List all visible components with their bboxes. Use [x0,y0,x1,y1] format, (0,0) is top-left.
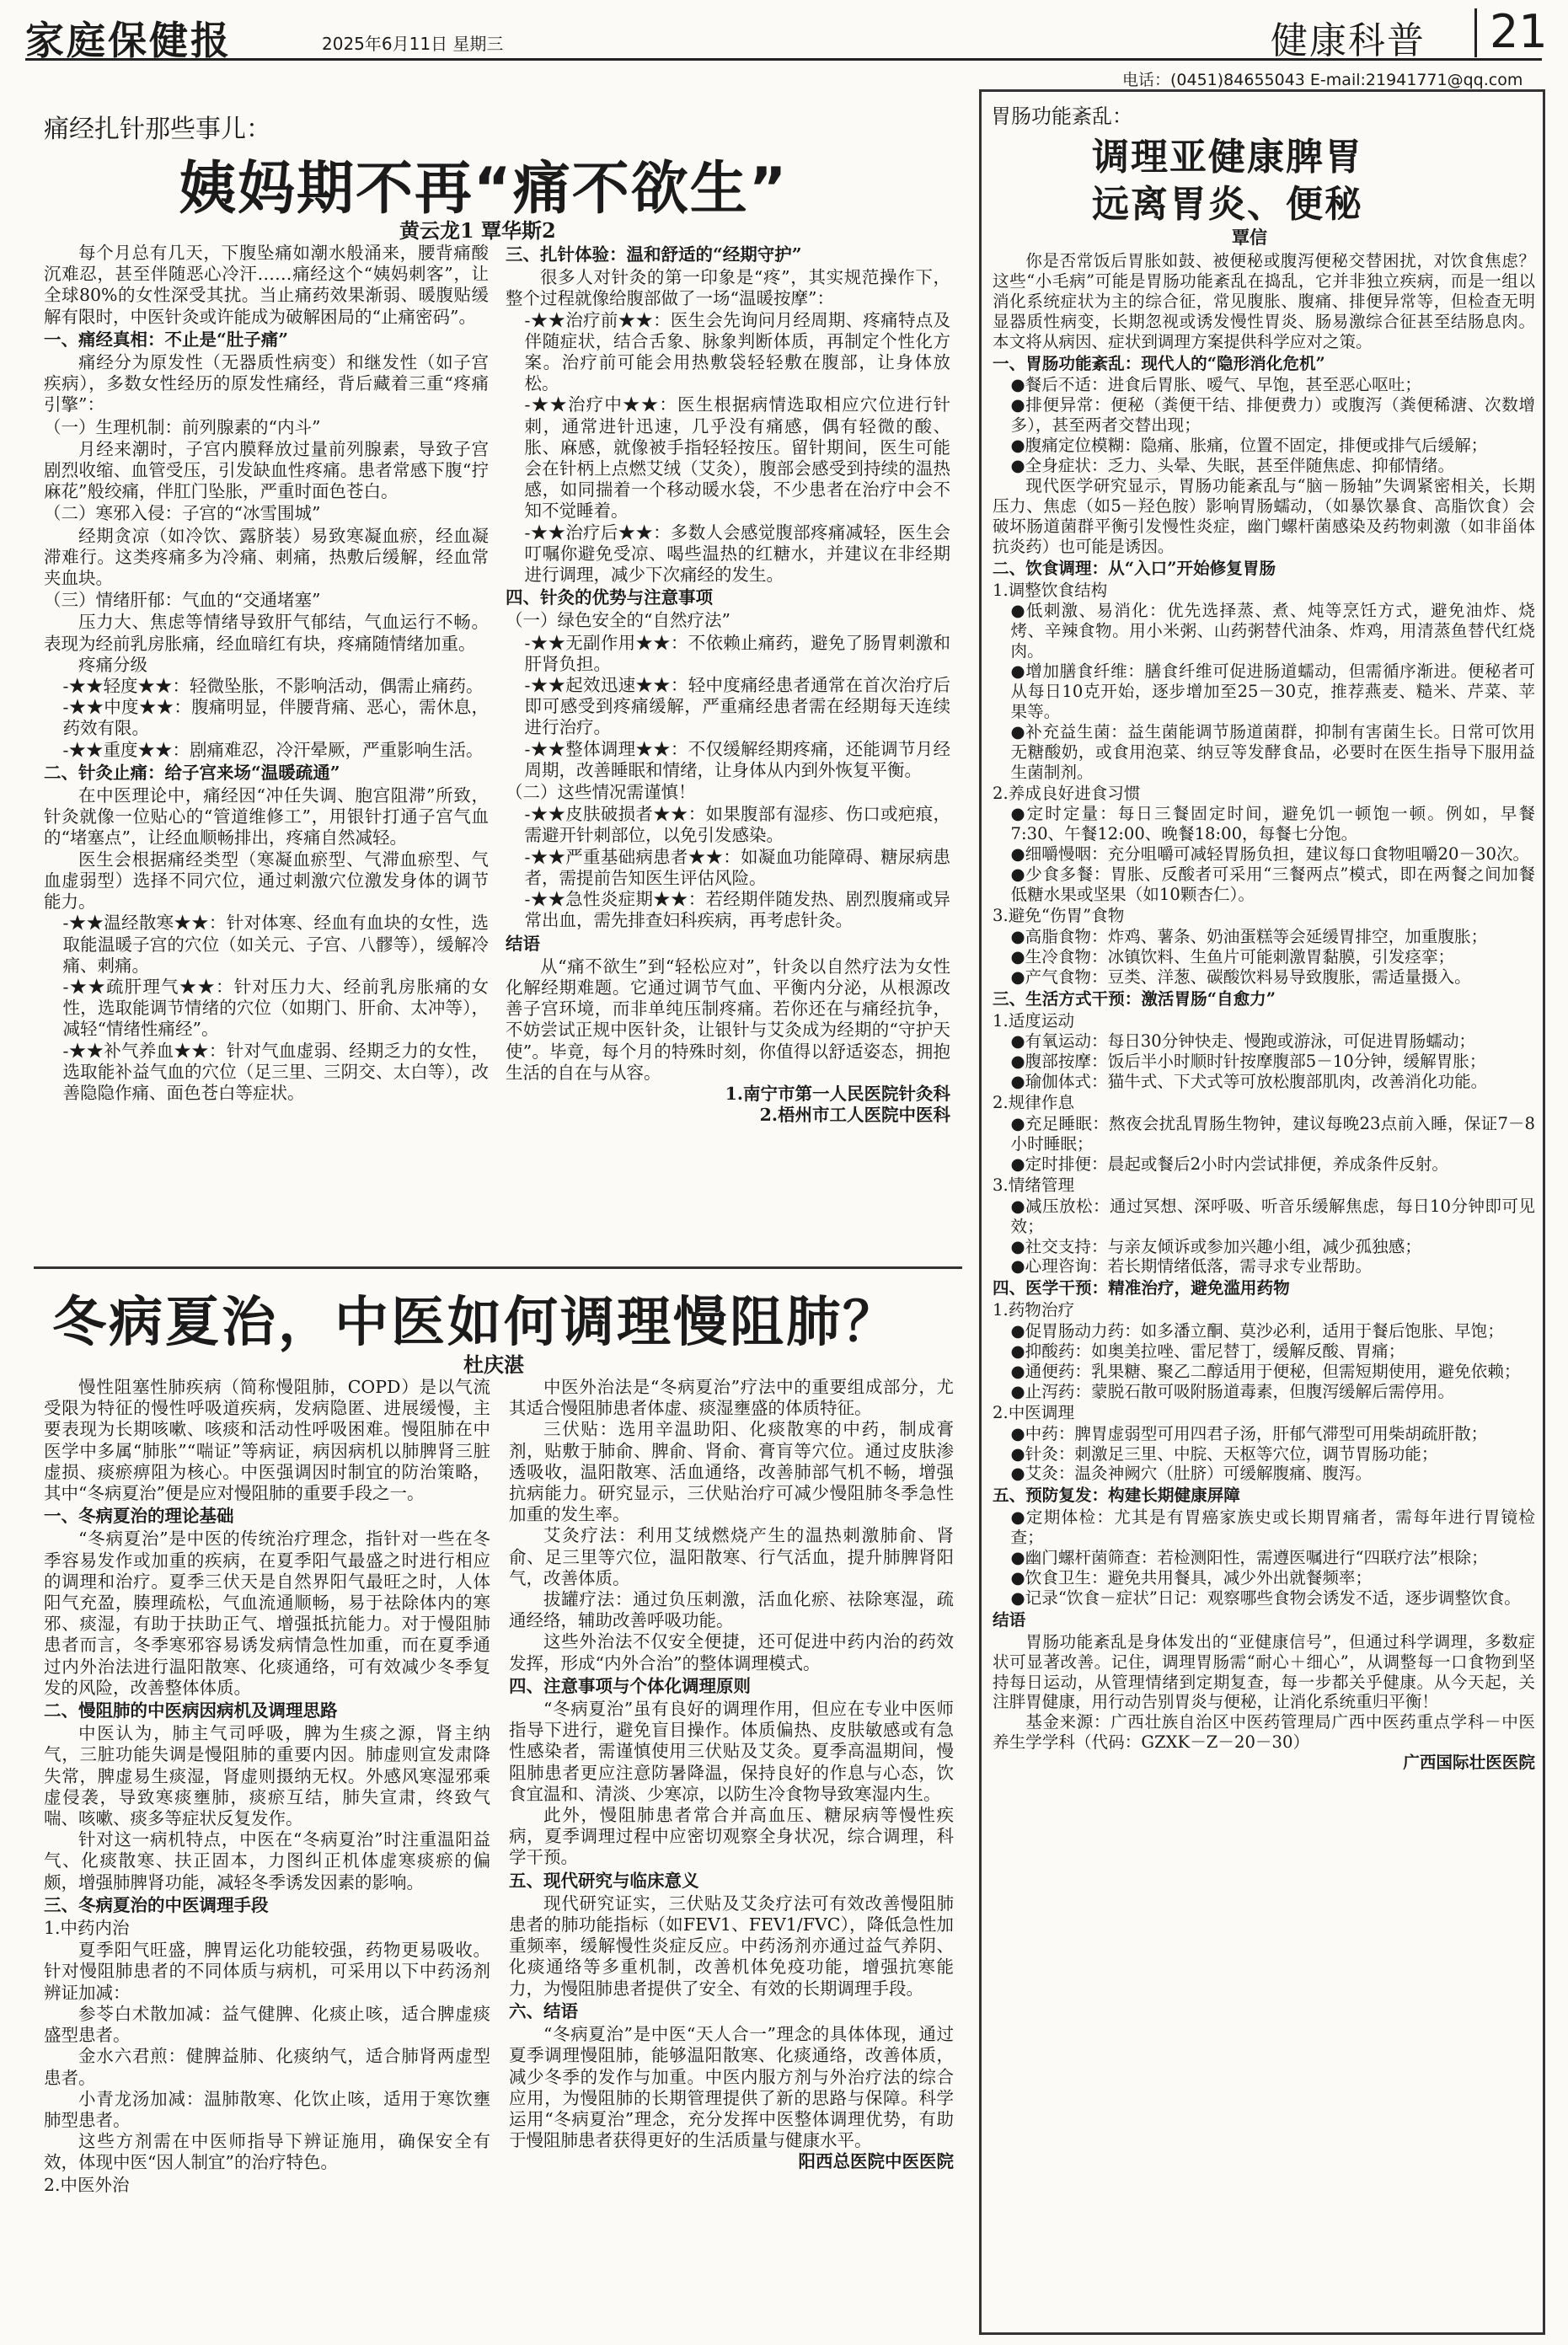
paragraph: 你是否常饭后胃胀如鼓、被便秘或腹泻便秘交替困扰，对饮食焦虑？这些“小毛病”可能是胃肠功能紊乱在捣乱，它并非独立疾病，而是一组以消化系统症状为主的综合征，常见腹胀、腹痛、排便异常等，但检查无明显器质性病变，长期忽视或诱发慢性胃炎、肠易激综合征甚至结肠息肉。本文将从病因、症状到调理方案提供科学应对之策。 [993,251,1535,351]
paragraph: 从“痛不欲生”到“轻松应对”，针灸以自然疗法为女性化解经期难题。它通过调节气血、平衡内分泌，从根源改善子宫环境，而非单纯压制疼痛。若你还在与痛经抗争，不妨尝试正规中医针灸，让银针与艾灸成为经期的“守护天使”。毕竟，每个月的特殊时刻，你值得以舒适姿态，拥抱生活的自在与从容。 [506,956,950,1083]
art2-byline: 杜庆湛 [463,1352,524,1377]
art2-title: 冬病夏治，中医如何调理慢阻肺？ [52,1292,899,1354]
section-heading: 五、现代研究与临床意义 [509,1870,699,1891]
art1-column-2 [506,243,950,1264]
list-item: ●定时定量：每日三餐固定时间，避免饥一顿饱一顿。例如，早餐7:30、午餐12:00、晚餐18:00，每餐七分饱。 [1010,804,1535,844]
list-item: ●腹部按摩：饭后半小时顺时针按摩腹部5－10分钟，缓解胃胀； [1010,1052,1486,1072]
article-divider [34,1266,962,1269]
art3-title-line2: 远离胃炎、便秘 [1092,183,1363,226]
author-affiliation: 2.梧州市工人医院中医科 [759,1105,950,1126]
paragraph: 月经来潮时，子宫内膜释放过量前列腺素，导致子宫剧烈收缩、血管受压，引发缺血性疼痛。患者常感下腹“拧麻花”般绞痛，伴肛门坠胀，严重时面色苍白。 [44,438,489,502]
art3-byline: 覃信 [1232,227,1267,248]
section-heading: 二、慢阻肺的中医病因病机及调理思路 [44,1700,338,1721]
list-item: ●记录“饮食－症状”日记：观察哪些食物会诱发不适，逐步调整饮食。 [1010,1587,1521,1608]
list-item: ●通便药：乳果糖、聚乙二醇适用于便秘，但需短期使用，避免依赖； [1010,1361,1521,1381]
list-item: ●有氧运动：每日30分钟快走、慢跑或游泳，可促进胃肠蠕动； [1010,1031,1476,1052]
section-heading: 三、生活方式干预：激活胃肠“自愈力” [993,988,1276,1009]
sub-heading: 3.避免“伤胃”食物 [993,906,1125,925]
art1-kicker: 痛经扎针那些事儿： [44,115,271,144]
author-affiliation: 阳西总医院中医医院 [798,2151,954,2172]
paragraph: 三伏贴：选用辛温助阳、化痰散寒的中药，制成膏剂，贴敷于肺俞、脾俞、肾俞、膏肓等穴位。通过皮肤渗透吸收，温阳散寒、活血通络，改善肺部气机不畅，增强抗病能力。研究显示，三伏贴治疗可减少慢阻肺冬季急性加重的发生率。 [509,1419,954,1525]
sub-heading: 2.中医调理 [993,1402,1075,1422]
section-heading: 一、痛经真相：不止是“肚子痛” [44,329,289,350]
sub-heading: （三）情绪肝郁：气血的“交通堵塞” [44,590,321,611]
author-affiliation: 1.南宁市第一人民医院针灸科 [725,1083,950,1104]
list-item: ●瑜伽体式：猫牛式、下犬式等可放松腹部肌肉，改善消化功能。 [1010,1072,1488,1092]
list-item: ●促胃肠动力药：如多潘立酮、莫沙必利，适用于餐后饱胀、早饱； [1010,1321,1504,1341]
list-item: -★★重度★★：剧痛难忍，冷汗晕厥，严重影响生活。 [62,739,484,760]
list-item: ●心理咨询：若长期情绪低落，需寻求专业帮助。 [1010,1256,1373,1277]
list-item: ●细嚼慢咽：充分咀嚼可减轻胃肠负担，建议每口食物咀嚼20－30次。 [1010,844,1530,865]
paragraph: “冬病夏治”虽有良好的调理作用，但应在专业中医师指导下进行，避免盲目操作。体质偏热、皮肤敏感或有急性感染者，需谨慎使用三伏贴及艾灸。夏季高温期间，慢阻肺患者更应注意防暑降温，保持良好的作息与心态，饮食宜温和、清淡、少寒凉，以防生冷食物导致寒湿内生。 [509,1699,954,1804]
section-heading: 三、冬病夏治的中医调理手段 [44,1894,269,1915]
paragraph: “冬病夏治”是中医“天人合一”理念的具体体现，通过夏季调理慢阻肺，能够温阳散寒、化痰通络，改善体质，减少冬季的发作与加重。中医内服方剂与外治疗法的综合应用，为慢阻肺的长期管理提供了新的思路与保障。科学运用“冬病夏治”理念，充分发挥中医整体调理优势，有助于慢阻肺患者获得更好的生活质量与健康水平。 [509,2024,954,2151]
list-item: ●艾灸：温灸神阙穴（肚脐）可缓解腹痛、腹泻。 [1010,1464,1373,1484]
section-heading: 结语 [506,933,540,954]
art1-byline: 黄云龙1 覃华斯2 [399,218,556,243]
section-heading: 结语 [993,1609,1026,1630]
list-item: ●腹痛定位模糊：隐痛、胀痛，位置不固定，排便或排气后缓解； [1010,436,1488,456]
list-item: -★★无副作用★★：不依赖止痛药，避免了肠胃刺激和肝肾负担。 [524,632,950,674]
list-item: ●补充益生菌：益生菌能调节肠道菌群，抑制有害菌生长。日常可饮用无糖酸奶，或食用泡菜、纳豆等发酵食品，必要时在医生指导下服用益生菌制剂。 [1010,721,1535,782]
paragraph: 拔罐疗法：通过负压刺激，活血化瘀、祛除寒湿，疏通经络，辅助改善呼吸功能。 [509,1589,954,1631]
list-item: -★★整体调理★★：不仅缓解经期疼痛，还能调节月经周期，改善睡眠和情绪，让身体从内到外恢复平衡。 [524,738,950,780]
list-item: -★★疏肝理气★★：针对压力大、经前乳房胀痛的女性，选取能调节情绪的穴位（如期门、肝俞、太冲等），减轻“情绪性痛经”。 [62,976,489,1040]
paragraph: 每个月总有几天，下腹坠痛如潮水般涌来，腰背痛酸沉难忍，甚至伴随恶心冷汗……痛经这个“姨妈刺客”，让全球80%的女性深受其扰。当止痛药效果渐弱、暖腹贴缓解有限时，中医针灸或许能成为破解困局的“止痛密码”。 [44,243,489,327]
list-item: -★★轻度★★：轻微坠胀，不影响活动，偶需止痛药。 [62,676,484,697]
list-item: ●社交支持：与亲友倾诉或参加兴趣小组，减少孤独感； [1010,1236,1421,1256]
sub-heading: 1.中药内治 [44,1918,130,1939]
section-heading: 四、注意事项与个体化调理原则 [509,1675,751,1696]
art3-column [993,251,1535,2326]
paragraph: 医生会根据痛经类型（寒凝血瘀型、气滞血瘀型、气血虚弱型）选择不同穴位，通过刺激穴位激发身体的调节能力。 [44,849,489,913]
list-item: -★★治疗后★★：多数人会感觉腹部疼痛减轻，医生会叮嘱你避免受凉、喝些温热的红糖水，并建议在非经期进行调理，减少下次痛经的发生。 [524,522,950,586]
paragraph: 很多人对针灸的第一印象是“疼”，其实规范操作下，整个过程就像给腹部做了一场“温暖按摩”： [506,267,950,309]
list-item: ●少食多餐：胃胀、反酸者可采用“三餐两点”模式，即在两餐之间加餐低糖水果或坚果（如10颗杏仁）。 [1010,865,1535,905]
sub-heading: （一）绿色安全的“自然疗法” [506,610,730,631]
paragraph: 中医外治法是“冬病夏治”疗法中的重要组成部分，尤其适合慢阻肺患者体虚、痰湿壅盛的体质特征。 [509,1377,954,1419]
list-item: ●幽门螺杆菌筛查：若检测阳性，需遵医嘱进行“四联疗法”根除； [1010,1548,1488,1568]
contact-info: 电话：(0451)84655043 E-mail:21941771@qq.com [1122,71,1523,89]
author-affiliation: 广西国际壮医医院 [1403,1753,1535,1773]
list-item: ●产气食物：豆类、洋葱、碳酸饮料易导致腹胀，需适量摄入。 [1010,966,1471,987]
list-item: -★★温经散寒★★：针对体寒、经血有血块的女性，选取能温暖子宫的穴位（如关元、子宫、八髎等），缓解冷痛、刺痛。 [62,913,489,976]
sub-heading: （一）生理机制：前列腺素的“内斗” [44,416,321,437]
section-heading: 四、针灸的优势与注意事项 [506,587,713,608]
paragraph: 中医认为，肺主气司呼吸，脾为生痰之源，肾主纳气，三脏功能失调是慢阻肺的重要内因。肺虚则宣发肃降失常，脾虚易生痰湿，肾虚则摄纳无权。外感风寒湿邪乘虚侵袭，导致寒痰壅肺，痰瘀互结，肺失宣肃，终致气喘、咳嗽、痰多等症状反复发作。 [44,1723,490,1829]
list-item: -★★起效迅速★★：轻中度痛经患者通常在首次治疗后即可感受到疼痛缓解，严重痛经患者需在经期每天连续进行治疗。 [524,675,950,738]
paragraph: 金水六君煎：健脾益肺、化痰纳气，适合肺肾两虚型患者。 [44,2046,490,2088]
paragraph: 现代医学研究显示，胃肠功能紊乱与“脑－肠轴”失调紧密相关，长期压力、焦虑（如5－羟色胺）影响胃肠蠕动，（如暴饮暴食、高脂饮食）会破坏肠道菌群平衡引发慢性炎症，幽门螺杆菌感染及药物刺激（如非甾体抗炎药）也可能是诱因。 [993,475,1535,556]
sub-heading: 3.情绪管理 [993,1175,1075,1195]
list-item: ●中药：脾胃虚弱型可用四君子汤，肝郁气滞型可用柴胡疏肝散； [1010,1423,1488,1443]
list-item: -★★中度★★：腹痛明显，伴腰背痛、恶心，需休息，药效有限。 [62,697,489,739]
section-heading: 五、预防复发：构建长期健康屏障 [993,1486,1240,1506]
list-item: ●高脂食物：炸鸡、薯条、奶油蛋糕等会延缓胃排空，加重腹胀； [1010,926,1488,946]
list-item: -★★补气养血★★：针对气血虚弱、经期乏力的女性，选取能补益气血的穴位（足三里、三阴交、太白等），改善隐隐作痛、面色苍白等症状。 [62,1040,489,1103]
paragraph: 这些方剂需在中医师指导下辨证施用，确保安全有效，体现中医“因人制宜”的治疗特色。 [44,2131,490,2173]
paragraph: 现代研究证实，三伏贴及艾灸疗法可有效改善慢阻肺患者的肺功能指标（如FEV1、FEV1/FVC），降低急性加重频率，缓解慢性炎症反应。中药汤剂亦通过益气养阴、化痰通络等多重机制，改善机体免疫功能，增强抗寒能力，为慢阻肺患者提供了安全、有效的长期调理手段。 [509,1893,954,1999]
list-item: -★★急性炎症期★★：若经期伴随发热、剧烈腹痛或异常出血，需先排查妇科疾病，再考虑针灸。 [524,889,950,931]
paragraph: 艾灸疗法：利用艾绒燃烧产生的温热刺激肺俞、肾俞、足三里等穴位，温阳散寒、行气活血，提升肺脾肾阳气，改善体质。 [509,1525,954,1588]
sub-heading: 2.养成良好进食习惯 [993,783,1141,803]
section-heading: 三、扎针体验：温和舒适的“经期守护” [506,244,802,265]
paragraph: 在中医理论中，痛经因“冲任失调、胞宫阻滞”所致，针灸就像一位贴心的“管道维修工”，用银针打通子宫气血的“堵塞点”，让经血顺畅排出，疼痛自然减轻。 [44,785,489,849]
art2-column-2 [509,1377,954,2339]
art2-column-1 [44,1377,490,2339]
paragraph: 此外，慢阻肺患者常合并高血压、糖尿病等慢性疾病，夏季调理过程中应密切观察全身状况，综合调理，科学干预。 [509,1805,954,1868]
sub-heading: 2.规律作息 [993,1093,1075,1113]
list-item: ●增加膳食纤维：膳食纤维可促进肠道蠕动，但需循序渐进。便秘者可从每日10克开始，逐步增加至25－30克，推荐燕麦、糙米、芹菜、苹果等。 [1010,661,1535,721]
art3-kicker: 胃肠功能紊乱： [991,104,1132,128]
section-heading: 二、针灸止痛：给子宫来场“温暖疏通” [44,762,340,783]
list-item: ●排便异常：便秘（粪便干结、排便费力）或腹泻（粪便稀溏、次数增多），甚至两者交替出现； [1010,395,1535,436]
paragraph: “冬病夏治”是中医的传统治疗理念，指针对一些在冬季容易发作或加重的疾病，在夏季阳气最盛之时进行相应的调理和治疗。夏季三伏天是自然界阳气最旺之时，人体阳气充盈，腠理疏松，气血流通顺畅，易于祛除体内的寒邪、痰湿，有助于扶助正气、增强抵抗能力。对于慢阻肺患者而言，冬季寒邪容易诱发病情急性加重，而在夏季通过内外治法进行温阳散寒、化痰通络，可有效减少冬季复发的风险，改善整体体质。 [44,1529,490,1698]
sub-heading: （二）寒邪入侵：子宫的“冰雪围城” [44,503,321,524]
list-item: ●定时排便：晨起或餐后2小时内尝试排便，养成条件反射。 [1010,1154,1448,1174]
section-heading: 二、饮食调理：从“入口”开始修复胃肠 [993,558,1276,578]
page-number: 21 [1490,5,1548,58]
list-item: ●生冷食物：冰镇饮料、生鱼片可能刺激胃黏膜，引发痉挛； [1010,946,1455,966]
list-item: -★★治疗前★★：医生会先询问月经周期、疼痛特点及伴随症状，结合舌象、脉象判断体质，再制定个性化方案。治疗前可能会用热敷袋轻轻敷在腹部，让身体放松。 [524,309,950,394]
paragraph: 参苓白术散加减：益气健脾、化痰止咳，适合脾虚痰盛型患者。 [44,2003,490,2046]
list-item: -★★皮肤破损者★★：如果腹部有湿疹、伤口或疤痕，需避开针刺部位，以免引发感染。 [524,804,950,846]
list-item: ●减压放松：通过冥想、深呼吸、听音乐缓解焦虑，每日10分钟即可见效； [1010,1196,1535,1236]
paragraph: 针对这一病机特点，中医在“冬病夏治”时注重温阳益气、化痰散寒、扶正固本，力图纠正机体虚寒痰瘀的偏颇，增强肺脾肾功能，减轻冬季诱发因素的影响。 [44,1829,490,1893]
masthead-divider [1474,8,1477,57]
list-item: ●定期体检：尤其是有胃癌家族史或长期胃痛者，需每年进行胃镜检查； [1010,1507,1535,1548]
list-item: ●抑酸药：如奥美拉唑、雷尼替丁，缓解反酸、胃痛； [1010,1341,1405,1362]
sub-heading: 1.适度运动 [993,1010,1075,1031]
masthead [25,5,1548,63]
issue-date: 2025年6月11日 星期三 [322,34,504,54]
paragraph: 夏季阳气旺盛，脾胃运化功能较强，药物更易吸收。针对慢阻肺患者的不同体质与病机，可采用以下中药汤剂辨证加减： [44,1940,490,2003]
paragraph: 这些外治法不仅安全便捷，还可促进中药内治的药效发挥，形成“内外合治”的整体调理模式。 [509,1631,954,1673]
section-heading: 一、胃肠功能紊乱：现代人的“隐形消化危机” [993,353,1325,373]
paragraph: 痛经分为原发性（无器质性病变）和继发性（如子宫疾病），多数女性经历的原发性痛经，背后藏着三重“疼痛引擎”： [44,352,489,415]
list-item: -★★严重基础病患者★★：如凝血功能障碍、糖尿病患者，需提前告知医生评估风险。 [524,846,950,888]
sub-heading: 1.药物治疗 [993,1300,1075,1320]
paragraph: 经期贪凉（如冷饮、露脐装）易致寒凝血瘀，经血凝滞难行。这类疼痛多为冷痛、刺痛，热敷后缓解，经血常夹血块。 [44,525,489,589]
paragraph: 疼痛分级 [78,654,147,675]
paragraph: 基金来源：广西壮族自治区中医药管理局广西中医药重点学科－中医养生学学科（代码：GZXK－Z－20－30） [993,1712,1535,1753]
list-item: ●止泻药：蒙脱石散可吸附肠道毒素，但腹泻缓解后需停用。 [1010,1381,1455,1401]
paragraph: 小青龙汤加减：温肺散寒、化饮止咳，适用于寒饮壅肺型患者。 [44,2088,490,2130]
art1-column-1 [44,243,489,1264]
section-heading: 一、冬病夏治的理论基础 [44,1506,234,1527]
sub-heading: 2.中医外治 [44,2174,130,2195]
section-heading: 四、医学干预：精准治疗，避免滥用药物 [993,1278,1290,1298]
paragraph: 慢性阻塞性肺疾病（简称慢阻肺，COPD）是以气流受限为特征的慢性呼吸道疾病，发病隐匿、进展缓慢，主要表现为长期咳嗽、咳痰和活动性呼吸困难。慢阻肺在中医学中多属“肺胀”“喘证”等病证，病因病机以肺脾肾三脏虚损、痰瘀痹阻为核心。中医强调因时制宜的防治策略，其中“冬病夏治”便是应对慢阻肺的重要手段之一。 [44,1377,490,1504]
art1-title: 姨妈期不再“痛不欲生” [179,156,789,222]
list-item: -★★治疗中★★：医生根据病情选取相应穴位进行针刺，通常进针迅速，几乎没有痛感，偶有轻微的酸、胀、麻感，就像被手指轻轻按压。留针期间，医生可能会在针柄上点燃艾绒（艾灸），腹部会感受到持续的温热感，如同揣着一个移动暖水袋，不少患者在治疗中会不知不觉睡着。 [524,394,950,522]
list-item: ●餐后不适：进食后胃胀、嗳气、早饱，甚至恶心呕吐； [1010,375,1421,395]
paragraph: 胃肠功能紊乱是身体发出的“亚健康信号”，但通过科学调理，多数症状可显著改善。记住，调理胃肠需“耐心＋细心”，从调整每一口食物到坚持每日运动，从管理情绪到定期复查，每一步都关乎健康。从今天起，关注胖胃健康，用行动告别胃炎与便秘，让消化系统重归平衡！ [993,1631,1535,1712]
list-item: ●低刺激、易消化：优先选择蒸、煮、炖等烹饪方式，避免油炸、烧烤、辛辣食物。用小米粥、山药粥替代油条、炸鸡，用清蒸鱼替代红烧肉。 [1010,601,1535,661]
list-item: ●全身症状：乏力、头晕、失眠，甚至伴随焦虑、抑郁情绪。 [1010,456,1455,476]
section-heading: 六、结语 [509,2000,578,2021]
list-item: ●饮食卫生：避免共用餐具，减少外出就餐频率； [1010,1568,1373,1587]
sub-heading: （二）这些情况需谨慎！ [506,782,696,803]
list-item: ●充足睡眠：熬夜会扰乱胃肠生物钟，建议每晚23点前入睡，保证7－8小时睡眠； [1010,1114,1535,1154]
art3-title-line1: 调理亚健康脾胃 [1092,136,1363,179]
list-item: ●针灸：刺激足三里、中脘、天枢等穴位，调节胃肠功能； [1010,1443,1438,1464]
paragraph: 压力大、焦虑等情绪导致肝气郁结，气血运行不畅。表现为经前乳房胀痛，经血暗红有块，疼痛随情绪加重。 [44,612,489,654]
section-title: 健康科普 [1271,19,1426,62]
sub-heading: 1.调整饮食结构 [993,580,1108,600]
newspaper-name: 家庭保健报 [25,18,232,63]
